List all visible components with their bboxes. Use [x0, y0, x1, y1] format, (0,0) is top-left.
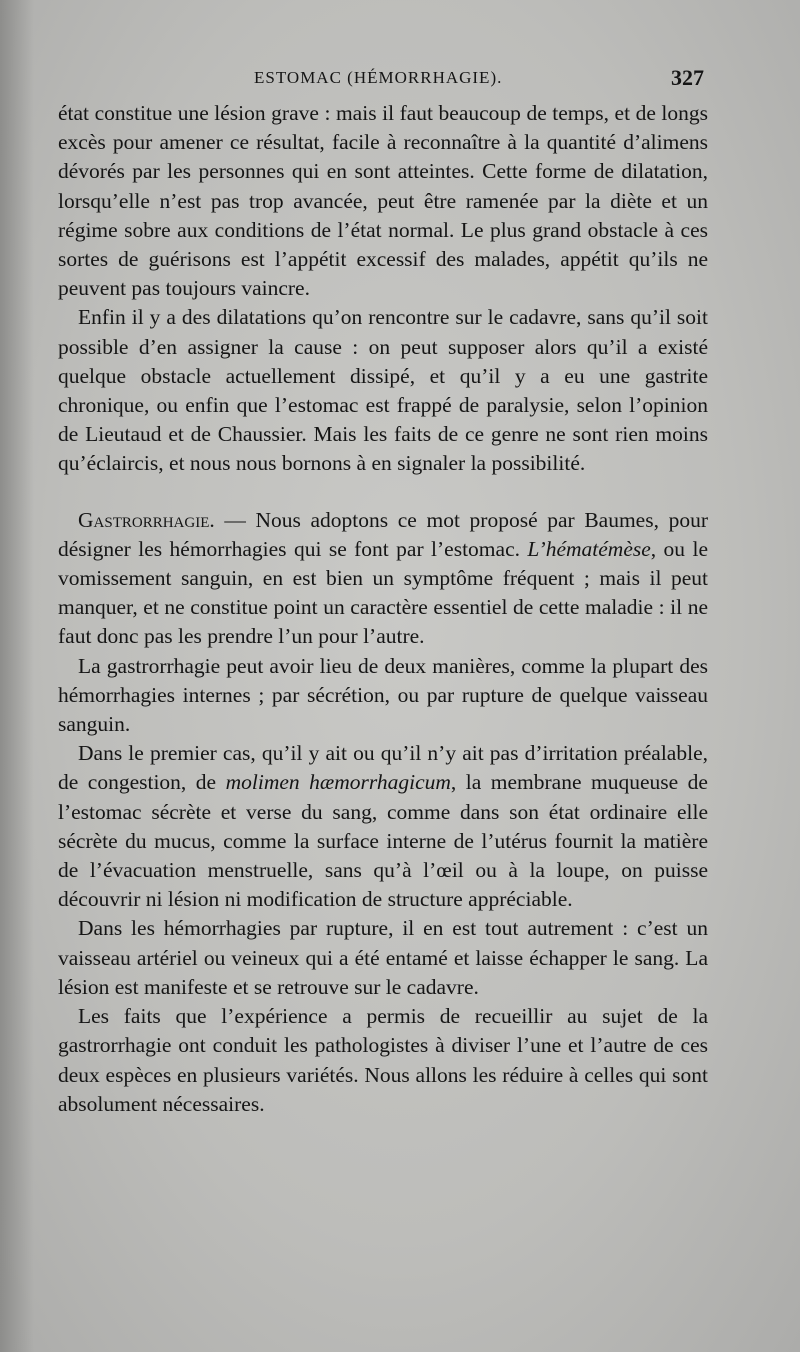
page-gutter-shadow	[0, 0, 34, 1352]
italic-term-hematemese: L’hématémèse	[527, 536, 651, 561]
paragraph-dilatation-end: état constitue une lésion grave : mais il faut beaucoup de temps, et de longs excès pour amener ce résultat, facile à reconnaître à la quantité d’alimens dévorés par les personnes qui en sont atteintes. Cette forme de dilatation, lorsqu’elle n’est pas trop avancée, peut être ramenée par la diète et un régime sobre aux conditions de l’état normal. Le plus grand obstacle à ces sortes de guérisons est l’appétit excessif des malades, appétit qu’ils ne peuvent pas toujours vaincre.	[58, 101, 708, 301]
paragraph-dilatations-cadavre: Enfin il y a des dilatations qu’on rencontre sur le cadavre, sans qu’il soit possible d’en assigner la cause : on peut supposer alors qu’il a existé quelque obstacle actuellement dissipé, et qu’il y a eu une gastrite chronique, ou enfin que l’estomac est frappé de paralysie, selon l’opinion de Lieutaud et de Chaussier. Mais les faits de ce genre ne sont rien moins qu’éclaircis, et nous nous bornons à en signaler la possibilité.	[58, 305, 708, 476]
paragraph-rupture: Dans les hémorrhagies par rupture, il en est tout autrement : c’est un vaisseau artériel ou veineux qui a été entamé et laisse échapper le sang. La lésion est manifeste et se retrouve sur le cadavre.	[58, 916, 708, 999]
page-number: 327	[671, 65, 704, 90]
body-text	[58, 99, 708, 1119]
paragraph-two-manners: La gastrorrhagie peut avoir lieu de deux manières, comme la plupart des hémorrhagies internes ; par sécrétion, ou par rupture de quelque vaisseau sanguin.	[58, 653, 708, 737]
paragraph-text-part: Dans le premier cas, qu’il y ait ou qu’il n’y ait pas d’irritation préalable, de congestion, de	[58, 741, 708, 795]
paragraph-gastrorrhagie-definition	[58, 506, 708, 652]
paragraph-text-part: — Nous adoptons ce mot proposé par Baumes, pour désigner les hémorrhagies qui se font par l’estomac.	[58, 507, 708, 561]
paragraph-text-part: , ou le vomissement sanguin, en est bien un symptôme fréquent ; mais il peut manquer, et ne constitue point un caractère essentiel de cette maladie : il ne faut donc pas les prendre l’un pour l’autre.	[58, 536, 708, 649]
paragraph-text-part: , la membrane muqueuse de l’estomac sécrète et verse du sang, comme dans son état ordinaire elle sécrète du mucus, comme la surface interne de l’utérus fournit la matière de l’évacuation menstruelle, sans qu’à l’œil ou à la loupe, on puisse découvrir ni lésion ni modification de structure appréciable.	[58, 770, 708, 912]
section-heading-gastrorrhagie: Gastrorrhagie.	[78, 507, 215, 532]
paragraph-varieties: Les faits que l’expérience a permis de recueillir au sujet de la gastrorrhagie ont conduit les pathologistes à diviser l’une et l’autre de ces deux espèces en plusieurs variétés. Nous allons les réduire à celles qui sont absolument nécessaires.	[58, 1004, 708, 1116]
italic-term-molimen: molimen hæmorrhagicum	[225, 770, 451, 795]
page-header	[58, 65, 708, 98]
section-gap	[58, 479, 708, 506]
paragraph-first-case	[58, 739, 708, 914]
running-title: ESTOMAC (HÉMORRHAGIE).	[254, 68, 503, 87]
